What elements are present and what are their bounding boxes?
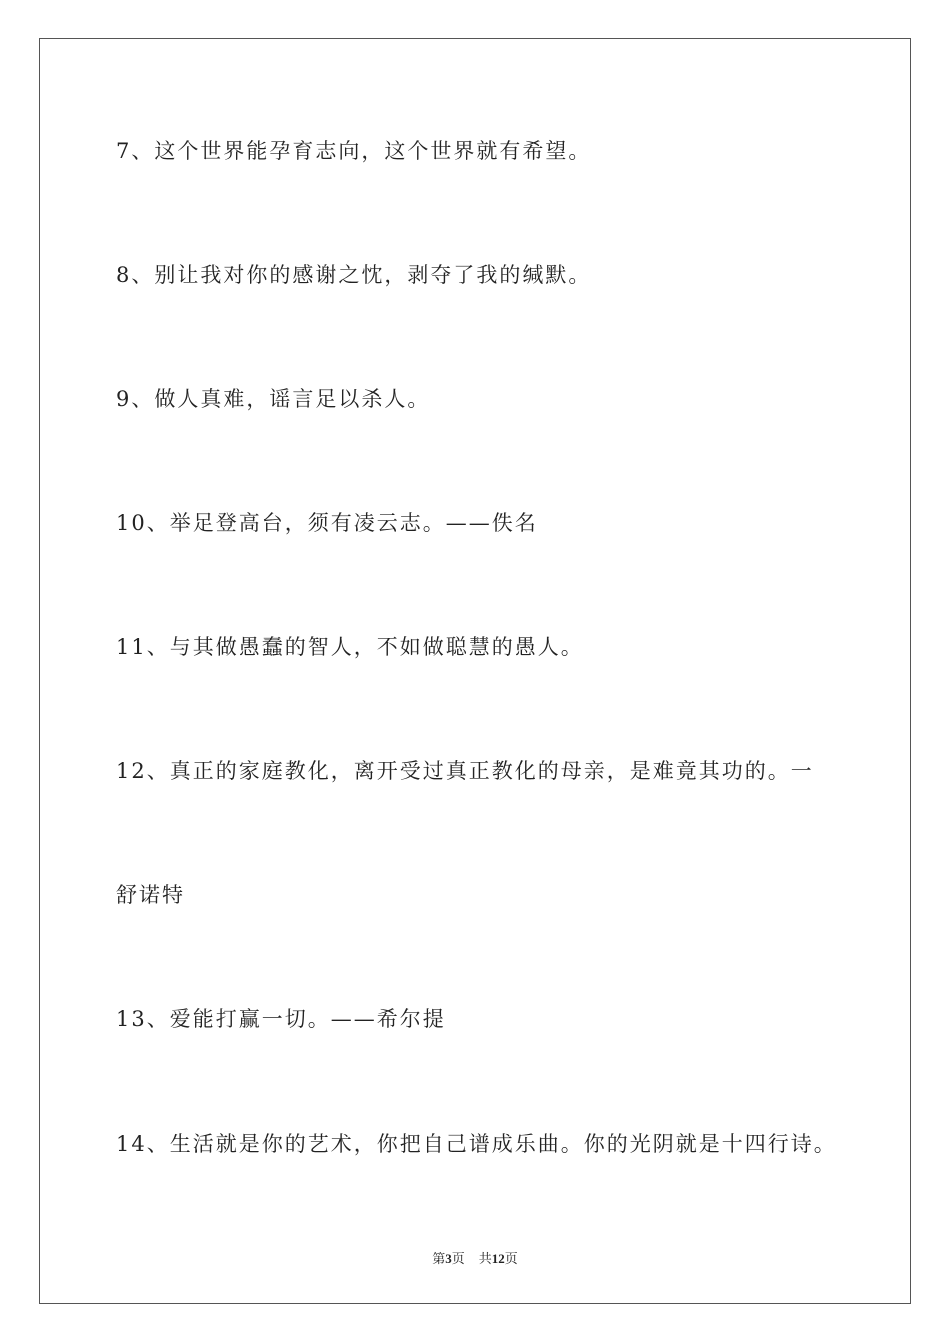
quote-line-13: 13、爱能打赢一切。——希尔提	[116, 1007, 446, 1031]
quote-line-11: 11、与其做愚蠢的智人，不如做聪慧的愚人。	[116, 635, 584, 659]
quote-line-8: 8、别让我对你的感谢之忱，剥夺了我的缄默。	[116, 263, 592, 287]
page-number: 3	[445, 1251, 452, 1266]
quote-line-7: 7、这个世界能孕育志向，这个世界就有希望。	[116, 139, 592, 163]
total-suffix: 页	[504, 1251, 518, 1266]
total-prefix: 共	[478, 1251, 492, 1266]
quote-line-9: 9、做人真难，谣言足以杀人。	[116, 387, 431, 411]
quote-line-14: 14、生活就是你的艺术，你把自己谱成乐曲。你的光阴就是十四行诗。	[116, 1132, 837, 1156]
page-footer	[0, 1248, 950, 1267]
quote-line-12: 12、真正的家庭教化，离开受过真正教化的母亲，是难竟其功的。一	[116, 759, 814, 783]
page-border	[39, 38, 911, 1304]
quote-line-10: 10、举足登高台，须有凌云志。——佚名	[116, 511, 538, 535]
total-pages: 12	[491, 1251, 505, 1266]
quote-line-12-continued: 舒诺特	[116, 883, 185, 907]
page-suffix: 页	[451, 1251, 465, 1266]
page-prefix: 第	[432, 1251, 446, 1266]
